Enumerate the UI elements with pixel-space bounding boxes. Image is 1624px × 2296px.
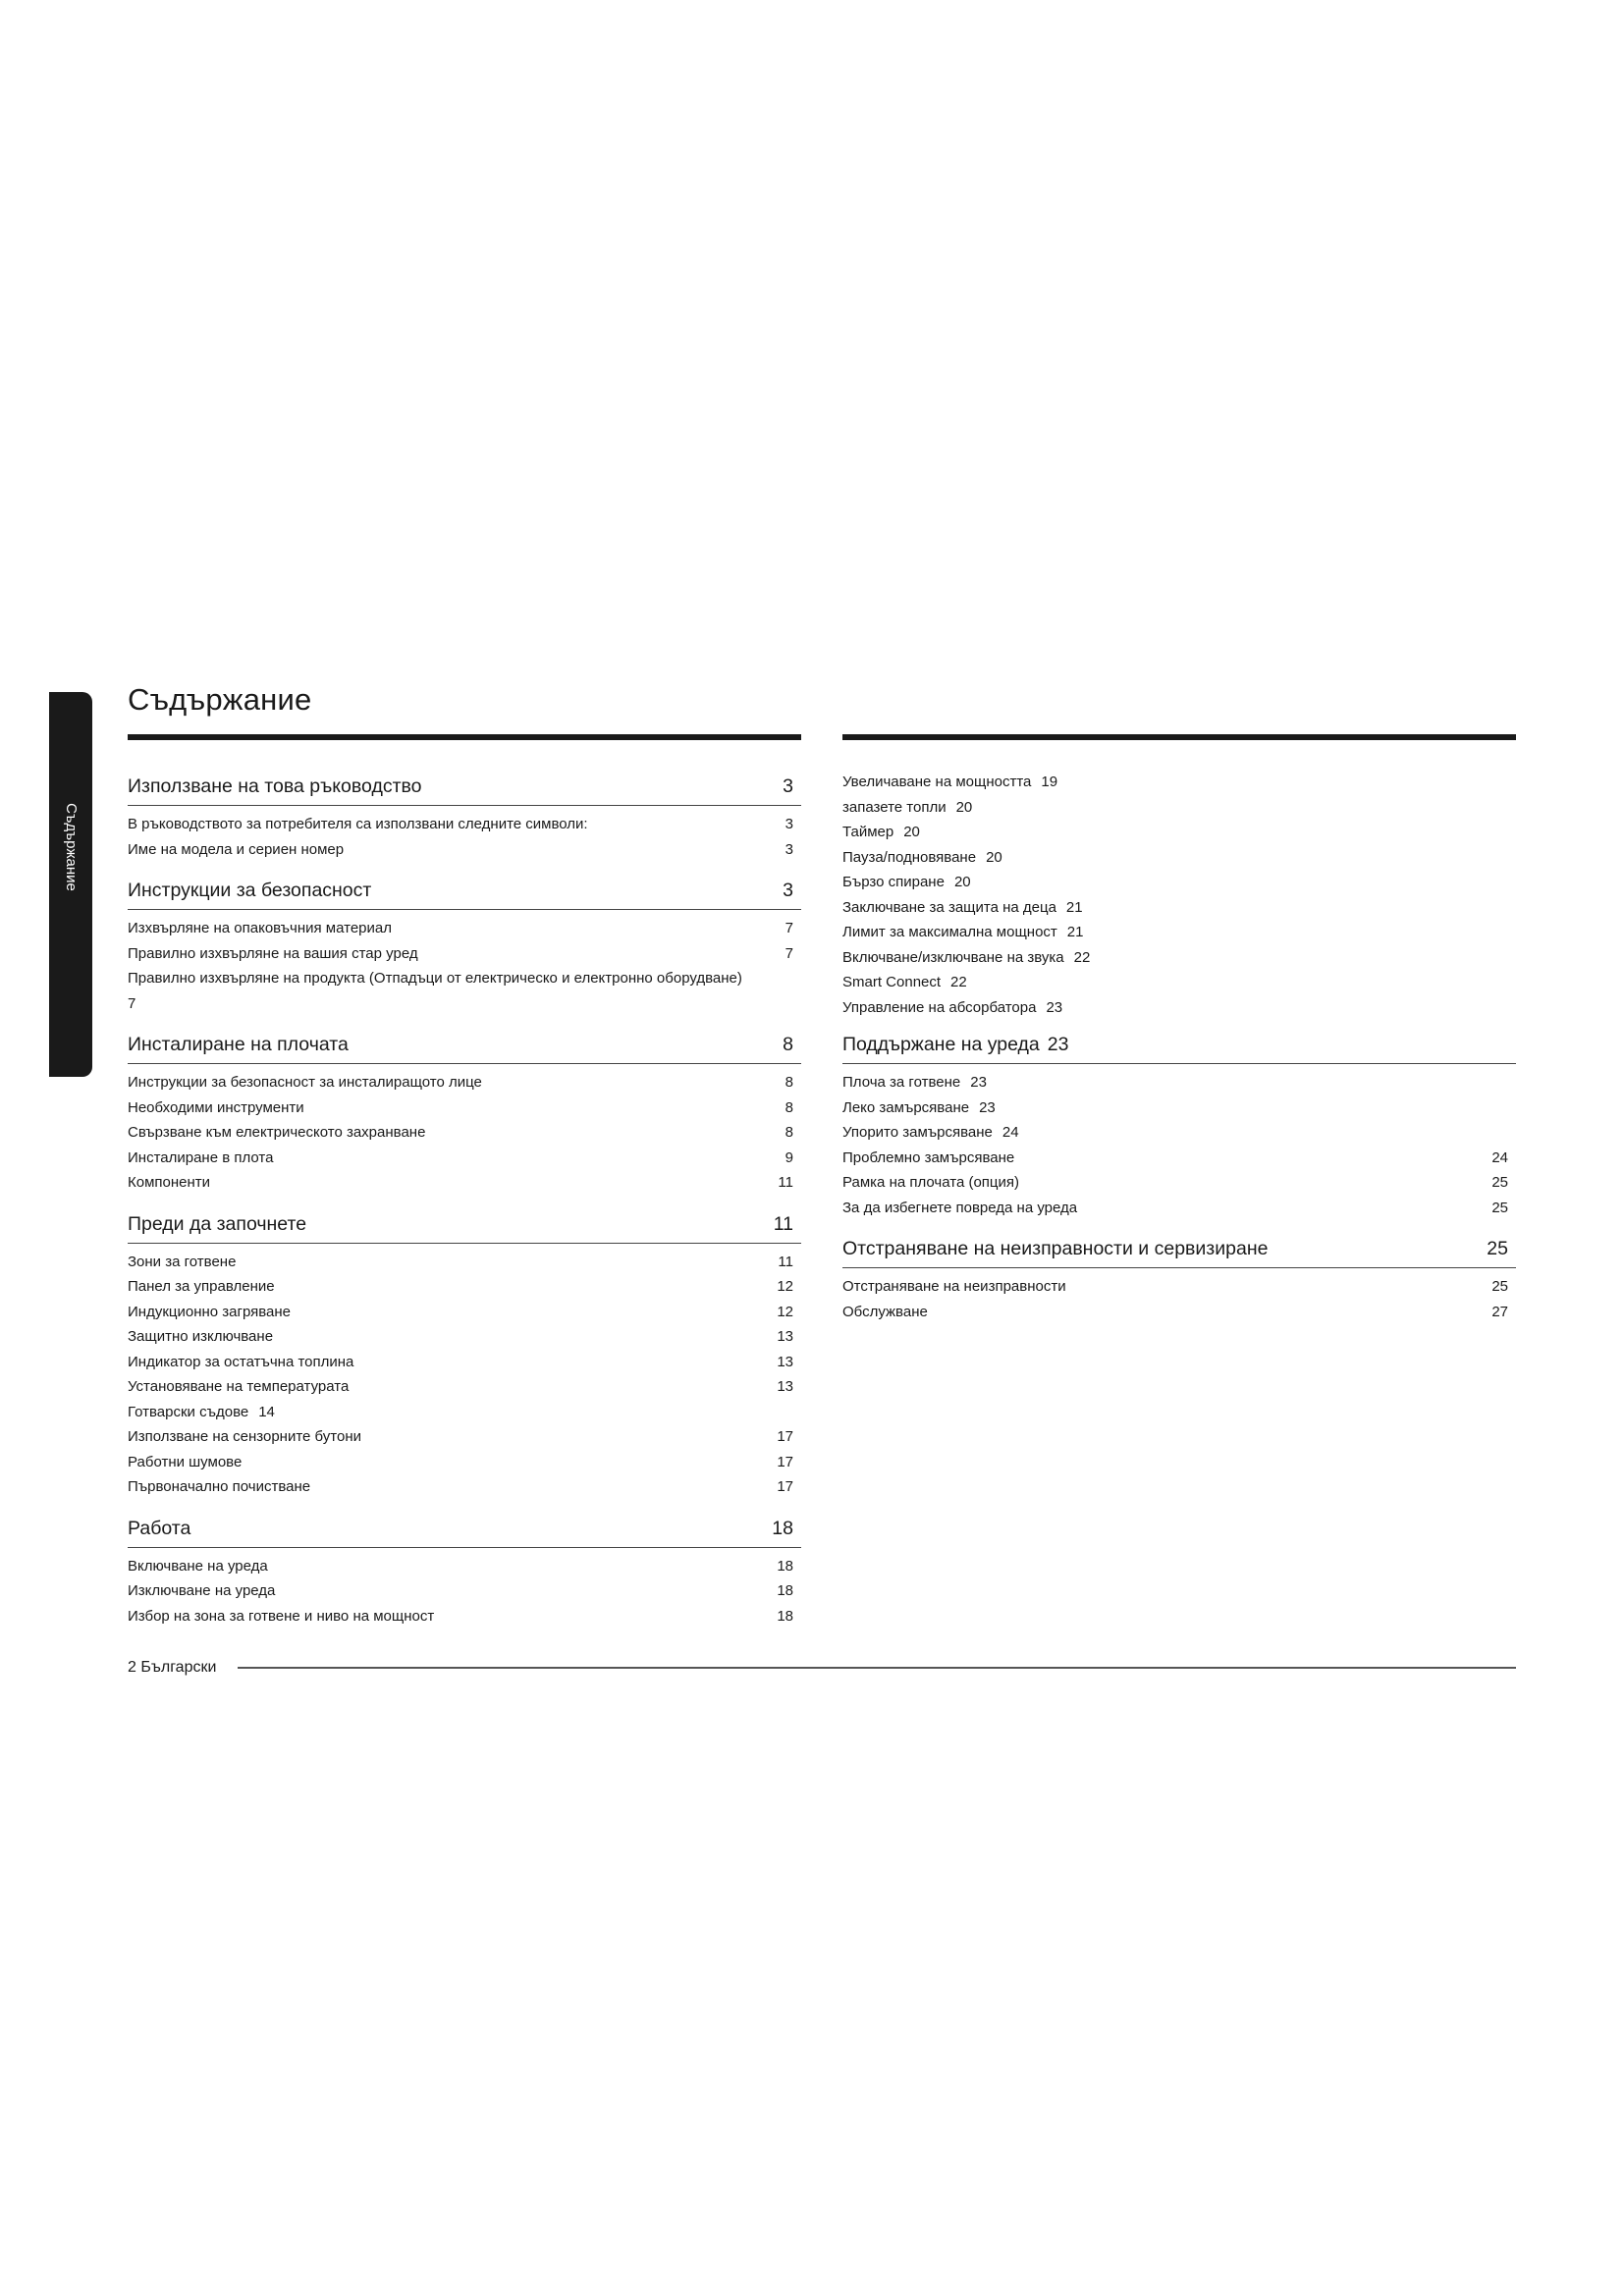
toc-entry [128,837,801,863]
toc-section-heading [128,1034,801,1064]
toc-entry [128,916,801,941]
toc-entry-page: 8 [785,1074,793,1091]
toc-section-title: Отстраняване на неизправности и сервизиране [842,1238,1269,1259]
toc-entry [128,941,801,967]
toc-entry [842,1120,1516,1146]
toc-entry-title: Проблемно замърсяване [842,1148,1015,1166]
toc-entry-page: 17 [777,1428,793,1445]
toc-entry-page: 11 [778,1174,793,1191]
toc-entry [842,820,1516,845]
side-tab-label: Съдържание [63,803,80,891]
toc-entry [128,1424,801,1450]
toc-entry [842,1300,1516,1325]
toc-section [842,1034,1516,1220]
toc-entry [842,895,1516,921]
toc-entry-title: Правилно изхвърляне на продукта (Отпадъци от електрическо и електронно оборудване) [128,970,742,987]
toc-section [128,1518,801,1629]
toc-entry-title: Първоначално почистване [128,1478,311,1495]
toc-section [128,1034,801,1196]
toc-entry-title: Таймер [842,824,894,840]
toc-section-heading [128,1518,801,1548]
toc-entry-page: 20 [986,848,1002,866]
toc-entry [128,1146,801,1171]
toc-entry [842,870,1516,895]
toc-entry-page: 18 [777,1607,793,1625]
toc-entry-page: 12 [777,1303,793,1320]
toc-entry-page: 20 [953,874,971,890]
toc-entry-page: 21 [1065,898,1083,916]
toc-section [128,880,801,1016]
toc-entry-page: 24 [1001,1124,1019,1141]
toc-entry [842,1070,1516,1095]
toc-entry [128,966,801,1016]
toc-entry [842,795,1516,821]
toc-entry-page: 21 [1066,924,1084,940]
toc-entry-title: Бързо спиране [842,874,945,890]
toc-entry [842,770,1516,795]
toc-entry-page: 8 [785,1124,793,1141]
toc-entry-title: Готварски съдове [128,1403,249,1420]
toc-entry-title: Увеличаване на мощността [842,774,1032,790]
toc-entry [842,1170,1516,1196]
toc-entry [128,1578,801,1604]
toc-entry-page: 3 [785,816,793,832]
toc-entry-title: Инструкции за безопасност за инсталиращото лице [128,1074,482,1091]
toc-section-page: 23 [1047,1034,1069,1055]
toc-entry-page: 25 [1491,1278,1508,1295]
toc-entry [128,1400,801,1425]
toc-entry-title: запазете топли [842,798,947,816]
toc-entry-title: Включване на уреда [128,1557,268,1575]
side-tab [49,692,92,1077]
toc-entry-title: Име на модела и сериен номер [128,840,345,858]
toc-section-page: 18 [772,1517,793,1539]
toc-entry-title: Използване на сензорните бутони [128,1428,362,1445]
toc-entry-page: 23 [979,1098,996,1116]
toc-entry-title: Упорито замърсяване [842,1124,993,1141]
toc-entry-page: 27 [1491,1303,1508,1320]
toc-entry-title: Управление на абсорбатора [842,998,1037,1016]
toc-entry [128,1274,801,1300]
toc-entry-page: 20 [903,824,920,840]
toc-entry-title: Необходими инструменти [128,1098,304,1116]
toc-entry [842,845,1516,871]
toc-entry [842,1274,1516,1300]
toc-entry-page: 8 [785,1098,793,1116]
toc-entry-title: Инсталиране в плота [128,1148,274,1166]
right-sections [842,1034,1516,1324]
toc-entry [842,920,1516,945]
toc-entry-title: Заключване за защита на деца [842,898,1056,916]
toc-entry-title: Изхвърляне на опаковъчния материал [128,920,392,936]
toc-entry-page: 13 [777,1353,793,1370]
toc-entry-title: Работни шумове [128,1453,243,1470]
toc-entry-title: Обслужване [842,1303,928,1320]
toc-entry [128,1170,801,1196]
footer-label [128,1659,216,1677]
toc-entry-page: 13 [777,1328,793,1345]
toc-entry [842,995,1516,1021]
toc-entry-page: 17 [777,1478,793,1495]
footer-page-number: 2 [128,1659,136,1676]
toc-entry-page: 24 [1491,1148,1508,1166]
toc-entry [128,1120,801,1146]
toc-entry [842,945,1516,971]
toc-entry-page: 14 [258,1403,275,1420]
toc-entry [128,1250,801,1275]
toc-section [128,1213,801,1500]
toc-entry-title: Лимит за максимална мощност [842,924,1057,940]
toc-entry-page: 18 [777,1582,793,1599]
toc-entry [128,1554,801,1579]
toc-entry-title: Плоча за готвене [842,1074,961,1091]
footer-language: Български [140,1659,217,1676]
toc-entry-page: 22 [950,974,967,990]
toc-entry [128,1450,801,1475]
toc-entry [128,1070,801,1095]
toc-section-title: Инсталиране на плочата [128,1034,349,1055]
toc-entry [128,1604,801,1629]
toc-entry [842,1146,1516,1171]
toc-entry-title: Правилно изхвърляне на вашия стар уред [128,944,418,962]
toc-entry-page: 17 [777,1453,793,1470]
toc-section-page: 3 [783,775,793,797]
toc-entry-title: Рамка на плочата (опция) [842,1174,1019,1191]
toc-section-title: Работа [128,1517,191,1539]
toc-entry [842,1095,1516,1121]
toc-entry-title: Индикатор за остатъчна топлина [128,1353,354,1370]
toc-section [842,1238,1516,1324]
toc-entry-page: 25 [1491,1199,1508,1216]
toc-entry-title: Избор на зона за готвене и ниво на мощност [128,1607,435,1625]
toc-entry [128,1374,801,1400]
toc-section-heading [128,775,801,806]
toc-section-title: Преди да започнете [128,1212,307,1235]
toc-entry-title: За да избегнете повреда на уреда [842,1199,1078,1216]
toc-entry-title: Свързване към електрическото захранване [128,1124,426,1141]
toc-entry-page: 22 [1073,948,1091,966]
toc-entry [128,812,801,837]
toc-entry-page: 11 [778,1253,793,1270]
toc-entry-title: Зони за готвене [128,1253,237,1270]
toc-entry-title: Включване/изключване на звука [842,948,1064,966]
column-top-rule [128,734,801,740]
continued-entries [842,770,1516,1020]
toc-right-column [842,734,1516,1342]
toc-entry-page: 7 [785,944,793,962]
toc-left-column [128,734,801,1646]
toc-entry-title: Леко замърсяване [842,1098,970,1116]
toc-entry-page: 7 [785,920,793,936]
toc-entry-page: 7 [128,994,136,1012]
toc-entry-page: 25 [1491,1174,1508,1191]
toc-section-heading [128,880,801,910]
page-title: Съдържание [128,682,312,717]
toc-entry-page: 20 [955,798,973,816]
left-sections [128,775,801,1629]
toc-entry-page: 23 [1046,998,1063,1016]
toc-entry [128,1095,801,1121]
toc-entry [128,1350,801,1375]
toc-entry-page: 19 [1041,774,1058,790]
toc-section [128,775,801,862]
toc-entry-page: 23 [970,1074,987,1091]
toc-entry [842,1196,1516,1221]
footer-rule [238,1667,1516,1669]
toc-entry-title: Пауза/подновяване [842,848,977,866]
toc-entry [128,1300,801,1325]
toc-entry-title: Панел за управление [128,1278,275,1295]
toc-entry-title: Smart Connect [842,974,942,990]
toc-entry-page: 9 [785,1148,793,1166]
toc-section-page: 3 [783,880,793,901]
toc-section-heading [128,1213,801,1244]
toc-section-page: 25 [1487,1238,1508,1259]
toc-entry-page: 3 [785,840,793,858]
toc-section-title: Инструкции за безопасност [128,880,372,901]
column-top-rule [842,734,1516,740]
toc-entry-title: Установяване на температурата [128,1378,350,1395]
toc-entry-page: 13 [777,1378,793,1395]
toc-entry-title: Защитно изключване [128,1328,274,1345]
toc-section-page: 8 [783,1034,793,1055]
toc-section-title: Поддържане на уреда [842,1034,1040,1055]
toc-entry [128,1474,801,1500]
toc-entry-title: Изключване на уреда [128,1582,276,1599]
toc-section-heading [842,1238,1516,1268]
toc-entry-title: Компоненти [128,1174,211,1191]
toc-section-page: 11 [773,1212,793,1235]
page-footer [128,1659,1516,1677]
toc-entry-title: В ръководството за потребителя са използвани следните символи: [128,816,588,832]
toc-entry [128,1324,801,1350]
toc-entry-title: Отстраняване на неизправности [842,1278,1066,1295]
toc-entry-title: Индукционно загряване [128,1303,292,1320]
toc-entry-page: 12 [777,1278,793,1295]
toc-section-title: Използване на това ръководство [128,775,422,797]
toc-entry-page: 18 [777,1557,793,1575]
toc-section-heading [842,1034,1516,1064]
toc-entry [842,970,1516,995]
